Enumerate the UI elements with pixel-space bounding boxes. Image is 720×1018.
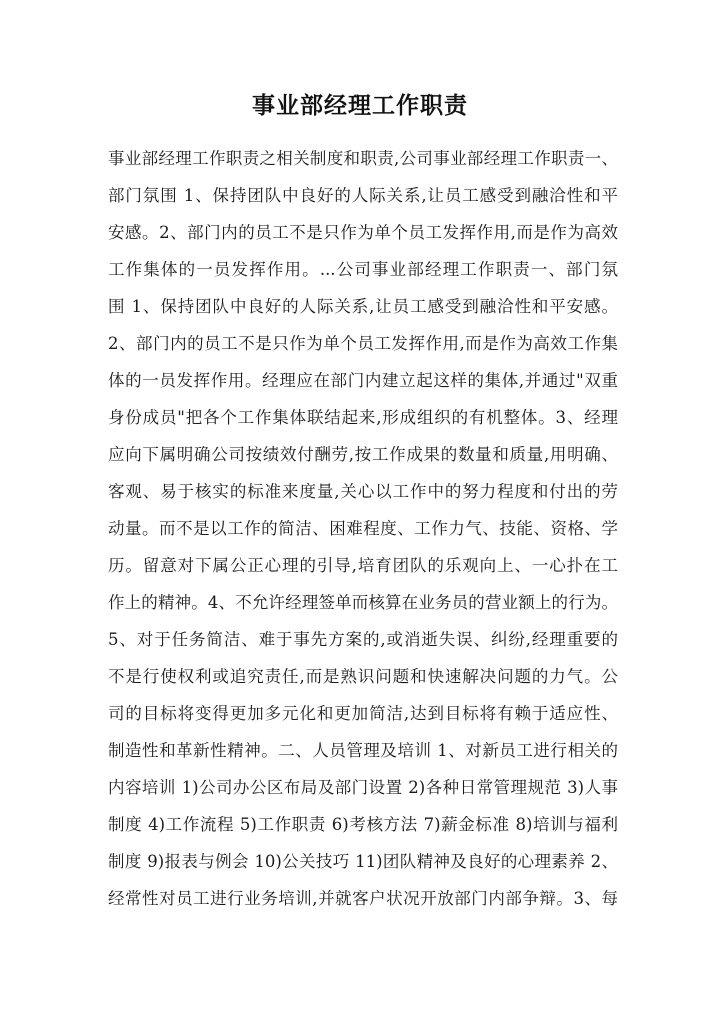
text-line: 制造性和革新性精神。二、人员管理及培训 1、对新员工进行相关的: [108, 741, 618, 760]
text-line: 围 1、保持团队中良好的人际关系,让员工感受到融洽性和平安感。: [108, 297, 618, 316]
text-line: 安感。2、部门内的员工不是只作为单个员工发挥作用,而是作为高效: [108, 223, 618, 242]
text-line: 身份成员"把各个工作集体联结起来,形成组织的有机整体。3、经理: [108, 408, 618, 427]
document-title: 事业部经理工作职责: [252, 92, 468, 119]
text-line: 5、对于任务简洁、难于事先方案的,或消逝失误、纠纷,经理重要的: [108, 630, 618, 649]
text-line: 动量。而不是以工作的简洁、困难程度、工作力气、技能、资格、学: [108, 519, 618, 538]
text-line: 制度 4)工作流程 5)工作职责 6)考核方法 7)薪金标准 8)培训与福利: [108, 815, 618, 834]
text-line: 客观、易于核实的标准来度量,关心以工作中的努力程度和付出的劳: [108, 482, 618, 501]
text-line: 部门氛围 1、保持团队中良好的人际关系,让员工感受到融洽性和平: [108, 186, 618, 205]
text-line: 不是行使权利或追究责任,而是熟识问题和快速解决问题的力气。公: [108, 667, 618, 686]
text-line: 内容培训 1)公司办公区布局及部门设置 2)各种日常管理规范 3)人事: [108, 778, 618, 797]
text-line: 工作集体的一员发挥作用。...公司事业部经理工作职责一、部门氛: [108, 260, 618, 279]
text-line: 历。留意对下属公正心理的引导,培育团队的乐观向上、一心扑在工: [108, 556, 618, 575]
text-line: 司的目标将变得更加多元化和更加简洁,达到目标将有赖于适应性、: [108, 704, 618, 723]
text-line: 经常性对员工进行业务培训,并就客户状况开放部门内部争辩。3、每: [108, 889, 618, 908]
text-line: 作上的精神。4、不允许经理签单而核算在业务员的营业额上的行为。: [108, 593, 618, 612]
text-line: 制度 9)报表与例会 10)公关技巧 11)团队精神及良好的心理素养 2、: [108, 852, 618, 871]
text-line: 2、部门内的员工不是只作为单个员工发挥作用,而是作为高效工作集: [108, 334, 618, 353]
document-body: [108, 140, 618, 917]
text-line: 事业部经理工作职责之相关制度和职责,公司事业部经理工作职责一、: [108, 149, 618, 168]
text-line: 体的一员发挥作用。经理应在部门内建立起这样的集体,并通过"双重: [108, 371, 618, 390]
text-line: 应向下属明确公司按绩效付酬劳,按工作成果的数量和质量,用明确、: [108, 445, 618, 464]
